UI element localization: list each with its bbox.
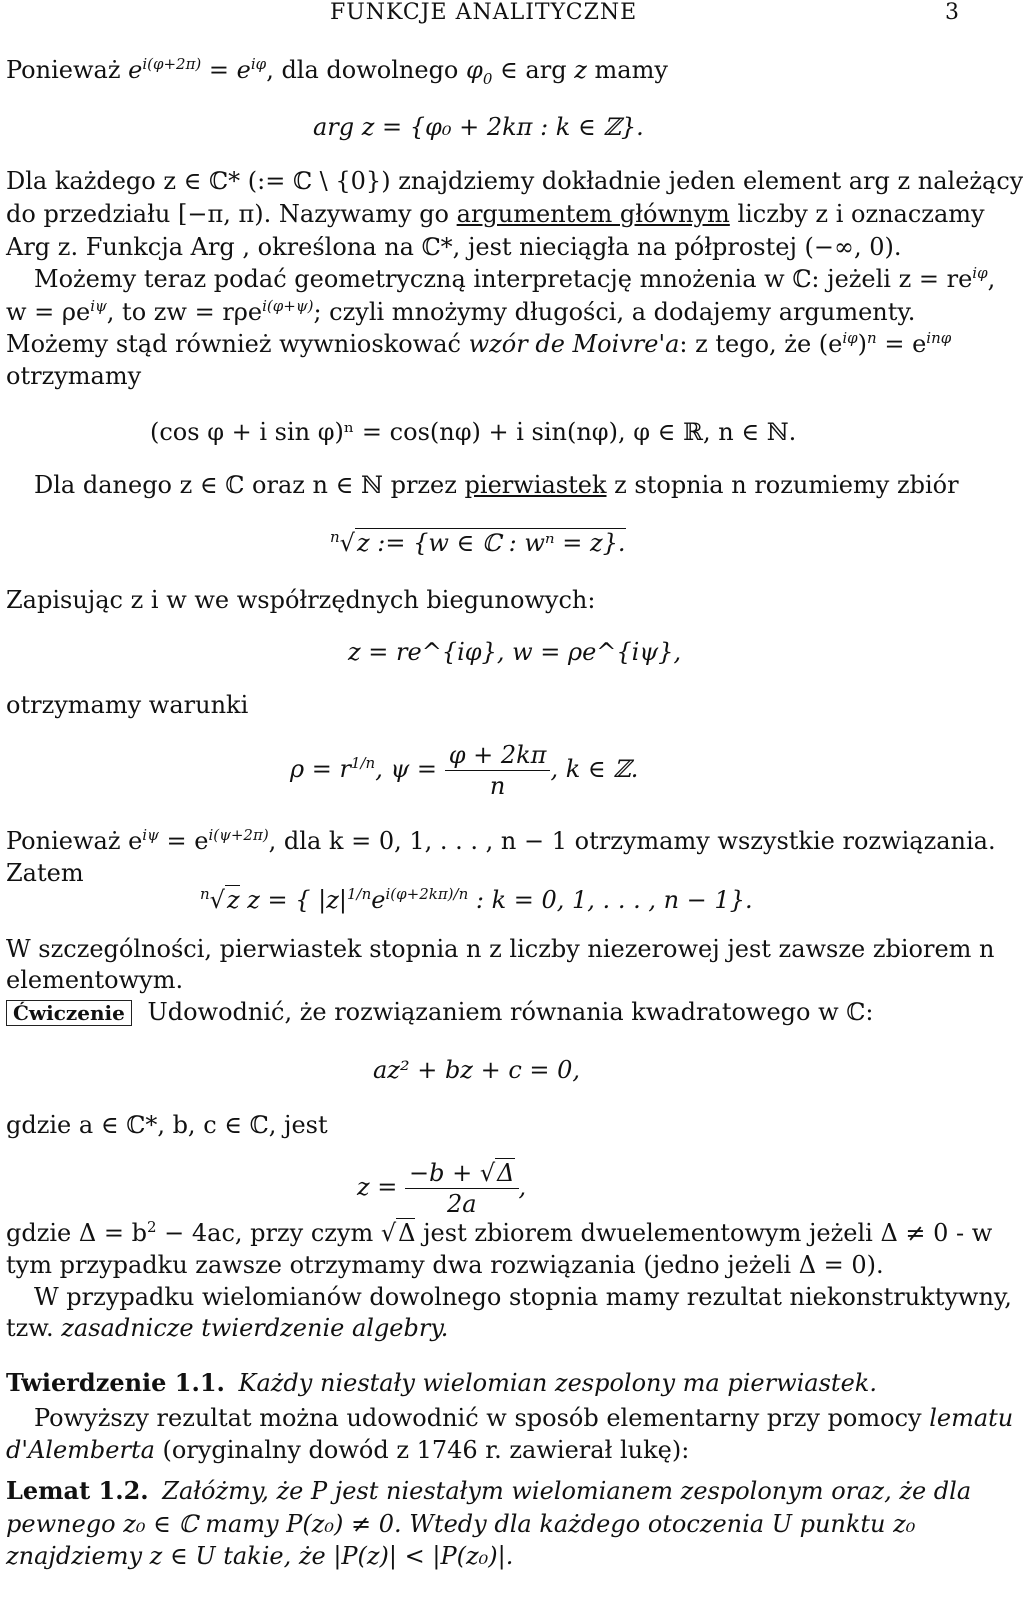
lemma: Lemat 1.2. Załóżmy, że P jest niestałym wielomianem zespolonym oraz, że dla xyxy=(6,1476,972,1505)
paragraph-line: Zatem xyxy=(6,859,84,887)
paragraph-line: gdzie $\Delta = b^2 - 4ac$, przy czym √Δ jest zbiorem dwuelementowym jeżeli Δ ≠ 0 - w xyxy=(6,1218,993,1247)
paragraph-line: elementowym. xyxy=(6,966,184,994)
exercise xyxy=(6,997,873,1028)
paragraph-line: $w = \rho e^{i\psi}$, to zw = rρe$^{i(\varphi+\psi)}$; czyli mnożymy długości, a dodajemy argumenty. xyxy=(6,297,916,326)
term-main-argument: argumentem głównym xyxy=(456,200,730,228)
theorem xyxy=(6,1368,877,1398)
formula-roots: $^n$√z z = { $|z|^{1/n}e^{i(\varphi+2k\pi)/n}$ : k = 0, 1, . . . , n − 1}. xyxy=(200,885,753,914)
paragraph-line: tzw. zasadnicze twierdzenie algebry. xyxy=(6,1314,449,1342)
theorem-text: Każdy niestały wielomian zespolony ma pierwiastek. xyxy=(238,1369,877,1397)
header-title: FUNKCJE ANALITYCZNE xyxy=(330,0,638,25)
formula-de-moivre: (cos φ + i sin φ)ⁿ = cos(nφ) + i sin(nφ), φ ∈ ℝ, n ∈ ℕ. xyxy=(150,418,797,446)
running-header xyxy=(330,0,637,25)
formula-polar: z = re^{iφ}, w = ρe^{iψ}, xyxy=(348,638,682,666)
formula-quadratic: az² + bz + c = 0, xyxy=(373,1056,581,1084)
fraction: $\frac{\varphi + 2k\pi}{n}$ xyxy=(445,740,551,801)
fraction: $\frac{-b + √\Delta}{2a}$ xyxy=(405,1158,518,1219)
exercise-label: Ćwiczenie xyxy=(6,1000,132,1026)
page-number: 3 xyxy=(945,0,960,25)
term-root: pierwiastek xyxy=(464,471,607,499)
paragraph-line: otrzymamy warunki xyxy=(6,691,249,719)
paragraph-line: gdzie a ∈ ℂ*, b, c ∈ ℂ, jest xyxy=(6,1111,328,1139)
term-fundamental-theorem: zasadnicze twierdzenie algebry. xyxy=(61,1314,449,1342)
paragraph-line: Dla każdego z ∈ ℂ* (:= ℂ \ {0}) znajdziemy dokładnie jeden element arg z należący xyxy=(6,167,1023,195)
paragraph-line: d'Alemberta (oryginalny dowód z 1746 r. zawierał lukę): xyxy=(6,1436,690,1464)
formula-arg-set: arg z = {φ₀ + 2kπ : k ∈ ℤ}. xyxy=(313,113,644,141)
paragraph-line: W szczególności, pierwiastek stopnia n z liczby niezerowej jest zawsze zbiorem n xyxy=(6,935,995,963)
lemma-line: pewnego z₀ ∈ ℂ mamy P(z₀) ≠ 0. Wtedy dla każdego otoczenia U punktu z₀ xyxy=(6,1510,916,1538)
paragraph-line: Dla danego z ∈ ℂ oraz n ∈ ℕ przez pierwiastek z stopnia n rozumiemy zbiór xyxy=(34,471,959,499)
paragraph-arg-intro: Ponieważ $e^{i(\varphi+2\pi)} = e^{i\varphi}$, dla dowolnego $\varphi_0$ ∈ arg z mamy xyxy=(6,55,668,88)
paragraph-line: Zapisując z i w we współrzędnych biegunowych: xyxy=(6,586,596,614)
paragraph-line: Arg z. Funkcja Arg , określona na ℂ*, jest nieciągła na półprostej (−∞, 0). xyxy=(6,233,902,261)
exercise-text: Udowodnić, że rozwiązaniem równania kwadratowego w ℂ: xyxy=(147,998,874,1026)
paragraph-line: Możemy stąd również wywnioskować wzór de Moivre'a: z tego, że $(e^{i\varphi})^n = e^{in\varphi}$ xyxy=(6,329,952,358)
formula-quadratic-solution: z = $\frac{-b + √\Delta}{2a}$ , xyxy=(357,1159,527,1218)
paragraph-line: Ponieważ $e^{i\psi} = e^{i(\psi+2\pi)}$, dla k = 0, 1, . . . , n − 1 otrzymamy wszystkie rozwiązania. xyxy=(6,826,996,855)
paragraph-line: Możemy teraz podać geometryczną interpretację mnożenia w ℂ: jeżeli $z = re^{i\varphi}$, xyxy=(34,264,996,293)
formula-conditions: $\rho = r^{1/n}$, ψ = $\frac{\varphi + 2k\pi}{n}$ , k ∈ ℤ. xyxy=(290,741,639,800)
lemma-line: znajdziemy z ∈ U takie, że |P(z)| < |P(z₀)|. xyxy=(6,1542,514,1570)
lemma-label: Lemat 1.2. xyxy=(6,1476,149,1505)
paragraph-line: Powyższy rezultat można udowodnić w sposób elementarny przy pomocy lematu xyxy=(34,1404,1014,1432)
paragraph-line: W przypadku wielomianów dowolnego stopnia mamy rezultat niekonstruktywny, xyxy=(34,1283,1012,1311)
theorem-label: Twierdzenie 1.1. xyxy=(6,1368,225,1397)
term-de-moivre: wzór de Moivre'a xyxy=(468,330,680,358)
paragraph-line: otrzymamy xyxy=(6,362,142,390)
paragraph-line: tym przypadku zawsze otrzymamy dwa rozwiązania (jedno jeżeli Δ = 0). xyxy=(6,1251,884,1279)
paragraph-line: do przedziału [−π, π). Nazywamy go argumentem głównym liczby z i oznaczamy xyxy=(6,200,985,228)
formula-root-definition: $^n$√z := {w ∈ ℂ : wⁿ = z}. xyxy=(330,528,626,557)
